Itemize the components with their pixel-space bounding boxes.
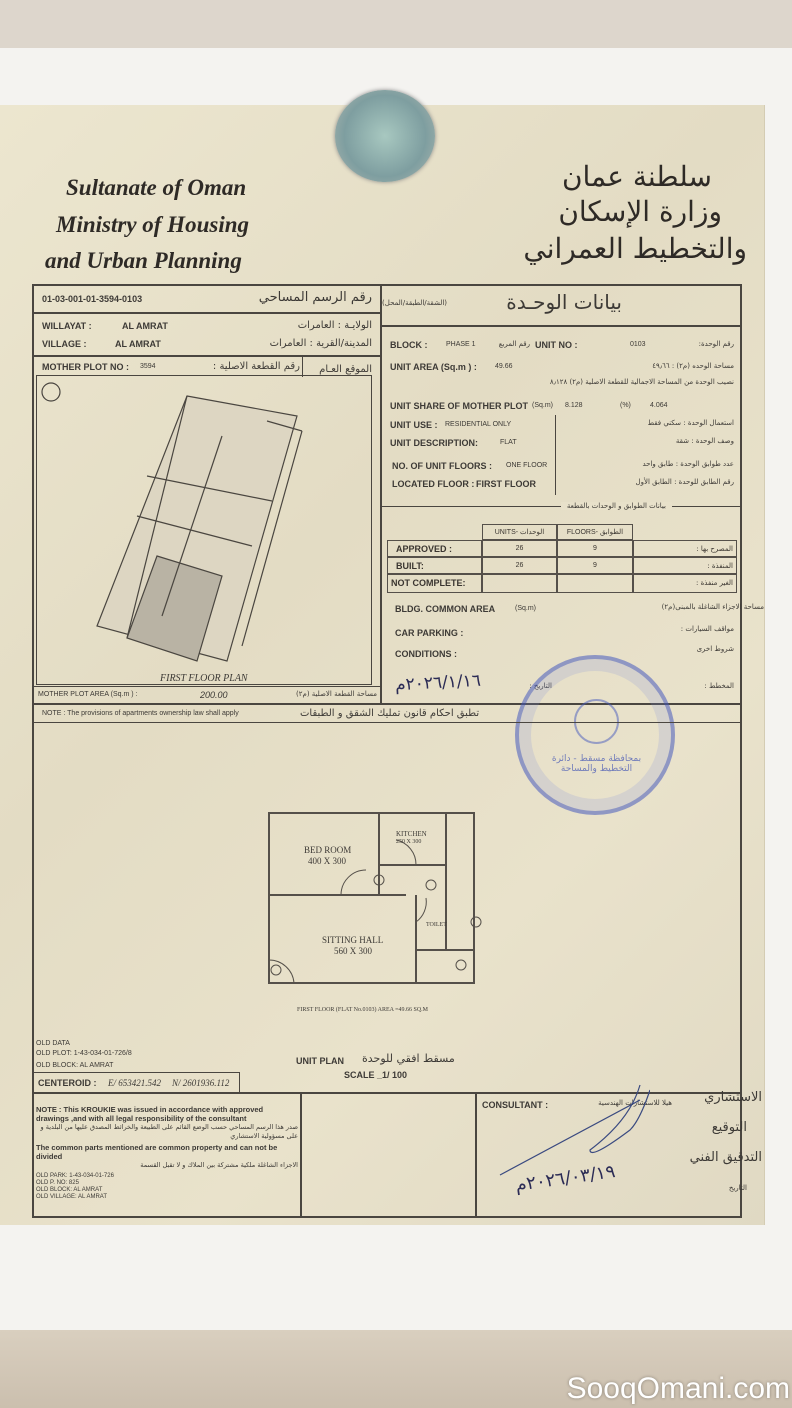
block-value: PHASE 1 [446, 341, 476, 348]
row-not-complete-units [482, 574, 557, 593]
rule [32, 312, 380, 314]
unit-share-unit: (Sq.m) [532, 402, 553, 409]
plot-area-ar: مساحة القطعة الاصلية (م٢) [295, 690, 377, 698]
row-built-units: 26 [482, 557, 557, 574]
old-data-title: OLD DATA [36, 1040, 70, 1047]
unit-plan-caption: FIRST FLOOR (FLAT No.0103) AREA =49.66 SQ.M [297, 1007, 429, 1013]
old-plot: OLD PLOT: 1-43-034-01-726/8 [36, 1050, 132, 1057]
north-arrow-icon [42, 383, 60, 401]
handwritten-date: ٢٠٢٦/١/١٦م [394, 670, 482, 696]
centeroid-n: N/ 2601936.112 [172, 1078, 230, 1088]
row-approved-ar: المصرح بها : [633, 540, 737, 557]
bed-room-dim: 400 X 300 [308, 856, 346, 866]
willayat-value: AL AMRAT [122, 321, 168, 331]
header-line-1: Sultanate of Oman [66, 175, 247, 200]
unit-share-pct-label: (%) [620, 402, 631, 409]
rule [555, 415, 556, 495]
rule [32, 355, 380, 357]
plot-area-value: 200.00 [200, 690, 228, 700]
car-parking-ar: مواقف السيارات : [680, 625, 734, 633]
willayat-ar: الولايـة : العامرات [297, 320, 372, 331]
consultant-name: هيلا للاستشارات الهندسية [598, 1099, 672, 1107]
bed-room-label: BED ROOM [304, 845, 352, 855]
unit-area-label: UNIT AREA (Sq.m ) : [390, 362, 477, 372]
unit-use-label: UNIT USE : [390, 420, 438, 430]
located-floor-ar: رقم الطابق للوحدة : الطابق الأول [635, 478, 734, 486]
located-floor-value: FIRST FLOOR [476, 479, 536, 489]
site-plan [36, 375, 372, 685]
row-built-ar: المنفذة : [633, 557, 737, 574]
row-not-complete-label: NOT COMPLETE: [387, 574, 482, 593]
common-area-unit: (Sq.m) [515, 605, 536, 612]
floors-table-title: بيانات الطوابق و الوحدات بالقطعة [561, 502, 672, 510]
consultant-signature [490, 1080, 650, 1180]
col-floors: FLOORS- الطوابق [557, 524, 633, 540]
kroukie-note-en: NOTE : This KROUKIE was issued in accordance with approved drawings ,and with all legal responsibility of the consultant [36, 1105, 264, 1123]
unit-description-value: FLAT [500, 439, 517, 446]
header-line-2: Ministry of Housing [56, 212, 249, 237]
unit-share-pct: 4.064 [650, 402, 668, 409]
unit-floors-value: ONE FLOOR [506, 462, 548, 469]
sitting-hall-label: SITTING HALL [322, 935, 384, 945]
note-ownership-law-ar: تطبق احكام قانون تمليك الشقق و الطبقات [300, 708, 480, 719]
willayat-label: WILLAYAT : [42, 321, 92, 331]
hologram-seal [335, 90, 435, 182]
stamp-text: بمحافظة مسقط - دائرة التخطيط والمساحة [551, 754, 642, 774]
row-not-complete-ar: الغير منفذة : [633, 574, 737, 593]
unit-area-value: 49.66 [495, 363, 513, 370]
planner-ar: المخطط : [704, 682, 734, 690]
consultant-ar: الاستشاري [704, 1090, 762, 1105]
toilet-label: TOILET [426, 922, 447, 928]
unit-no-value: 0103 [630, 341, 646, 348]
unit-floor-plan [266, 810, 482, 990]
unit-no-label: UNIT NO : [535, 340, 578, 350]
village-label: VILLAGE : [42, 339, 87, 349]
unit-no-ar: رقم الوحدة: [698, 340, 734, 348]
plot-area-label: MOTHER PLOT AREA (Sq.m ) : [38, 691, 138, 698]
conditions-label: CONDITIONS : [395, 649, 457, 659]
date-label: التاريخ [728, 1184, 747, 1192]
rule [32, 686, 380, 687]
row-built-label: BUILT: [387, 557, 482, 574]
centeroid-label: CENTEROID : [38, 1078, 97, 1088]
old-park: OLD PARK: 1-43-034-01-726 [36, 1173, 114, 1179]
unit-share-value: 8.128 [565, 402, 583, 409]
rule [300, 1092, 302, 1218]
old-block-2: OLD BLOCK: AL AMRAT [36, 1187, 103, 1193]
unit-description-label: UNIT DESCRIPTION: [390, 438, 479, 448]
mother-plot-ar: رقم القطعة الاصلية : [212, 361, 300, 372]
krookie-label-ar: رقم الرسم المساحي [258, 290, 372, 305]
sitting-hall-dim: 560 X 300 [334, 946, 372, 956]
unit-use-value: RESIDENTIAL ONLY [445, 421, 512, 428]
unit-plan-title: UNIT PLAN [296, 1056, 344, 1066]
row-built-floors: 9 [557, 557, 633, 574]
krookie-number: 01-03-001-01-3594-0103 [42, 294, 143, 304]
centeroid-e: E/ 653421.542 [108, 1078, 161, 1088]
village-value: AL AMRAT [115, 339, 161, 349]
row-approved-units: 26 [482, 540, 557, 557]
rule [32, 722, 742, 723]
old-p-no: OLD P. NO: 825 [36, 1180, 79, 1186]
unit-share-ar: نصيب الوحدة من المساحة الاجمالية للقطعة الاصلية (م٢) ٨٫١٢٨ [549, 378, 734, 386]
old-village: OLD VILLAGE: AL AMRAT [36, 1194, 108, 1200]
note-ownership-law: NOTE : The provisions of apartments ownership law shall apply [42, 710, 239, 717]
kitchen-label: KITCHEN [396, 830, 427, 838]
header-ar-1: سلطنة عمان [561, 160, 712, 193]
rule [380, 325, 742, 327]
kitchen-dim: 250 X 300 [396, 839, 422, 845]
block-ar: رقم المربع [498, 340, 530, 348]
mother-plot-value: 3594 [140, 363, 156, 370]
car-parking-label: CAR PARKING : [395, 628, 464, 638]
location-ar: الموقع العـام [319, 364, 372, 375]
rule [302, 355, 303, 377]
row-approved-floors: 9 [557, 540, 633, 557]
kroukie-note [36, 1105, 298, 1201]
unit-area-ar: مساحة الوحده (م٢) : ٤٩٫٦٦ [652, 362, 734, 370]
unit-share-label: UNIT SHARE OF MOTHER PLOT [390, 401, 528, 411]
row-not-complete-floors [557, 574, 633, 593]
unit-plan-title-ar: مسقط افقي للوحدة [362, 1052, 455, 1065]
unit-floors-label: NO. OF UNIT FLOORS : [392, 461, 492, 471]
header-ar-3: والتخطيط العمراني [523, 232, 747, 265]
handwritten-audit-date: ٢٠٢٦/٠٣/١٩م [514, 1161, 617, 1196]
building-floor-plan-drawing [37, 376, 373, 686]
block-label: BLOCK : [390, 340, 428, 350]
unit-plan-scale: SCALE _1/ 100 [344, 1070, 408, 1080]
located-floor-label: LOCATED FLOOR : [392, 479, 475, 489]
col-units: UNITS- الوحدات [482, 524, 557, 540]
header-ar-2: وزارة الإسكان [558, 195, 722, 228]
village-ar: المدينة/القرية : العامرات [269, 338, 372, 349]
official-stamp [515, 655, 675, 815]
site-plan-caption: FIRST FLOOR PLAN [160, 673, 248, 684]
common-parts-note-en: The common parts mentioned are common property and can not be divided [36, 1143, 278, 1161]
conditions-ar: شروط اخرى [696, 645, 734, 653]
mother-plot-label: MOTHER PLOT NO : [42, 362, 129, 372]
unit-data-subtitle: (الشقة/الطبقة/المحل) [382, 299, 447, 307]
signature-label: التوقيع [711, 1120, 747, 1135]
consultant-label: CONSULTANT : [482, 1100, 549, 1110]
common-area-label: BLDG. COMMON AREA [395, 604, 496, 614]
unit-data-title: بيانات الوحـدة [506, 290, 622, 314]
watermark: SooqOmani.com [566, 1372, 790, 1405]
rule [475, 1092, 477, 1218]
kroukie-note-ar: صدر هذا الرسم المساحي حسب الوضع القائم على الطبيعة والخرائط المصدق عليها من البلدية و على مسؤولية الاستشاري [40, 1123, 298, 1140]
planner-date-label: التاريخ : [529, 682, 552, 690]
common-area-ar: مساحة الاجزاء الشاغلة بالمبنى(م٢) [661, 603, 764, 611]
technical-audit-label: التدقيق الفني [689, 1150, 762, 1165]
panel-divider [380, 284, 382, 704]
header-line-3: and Urban Planning [45, 248, 242, 273]
common-parts-note-ar: الاجزاء الشاغلة ملكية مشتركة بين الملاك و لا تقبل القسمة [140, 1161, 298, 1169]
unit-use-ar: استعمال الوحدة : سكني فقط [647, 419, 734, 427]
unit-description-ar: وصف الوحدة : شقة [675, 437, 734, 445]
unit-floors-ar: عدد طوابق الوحدة : طابق واحد [642, 460, 734, 468]
row-approved-label: APPROVED : [387, 540, 482, 557]
old-block: OLD BLOCK: AL AMRAT [36, 1062, 114, 1069]
